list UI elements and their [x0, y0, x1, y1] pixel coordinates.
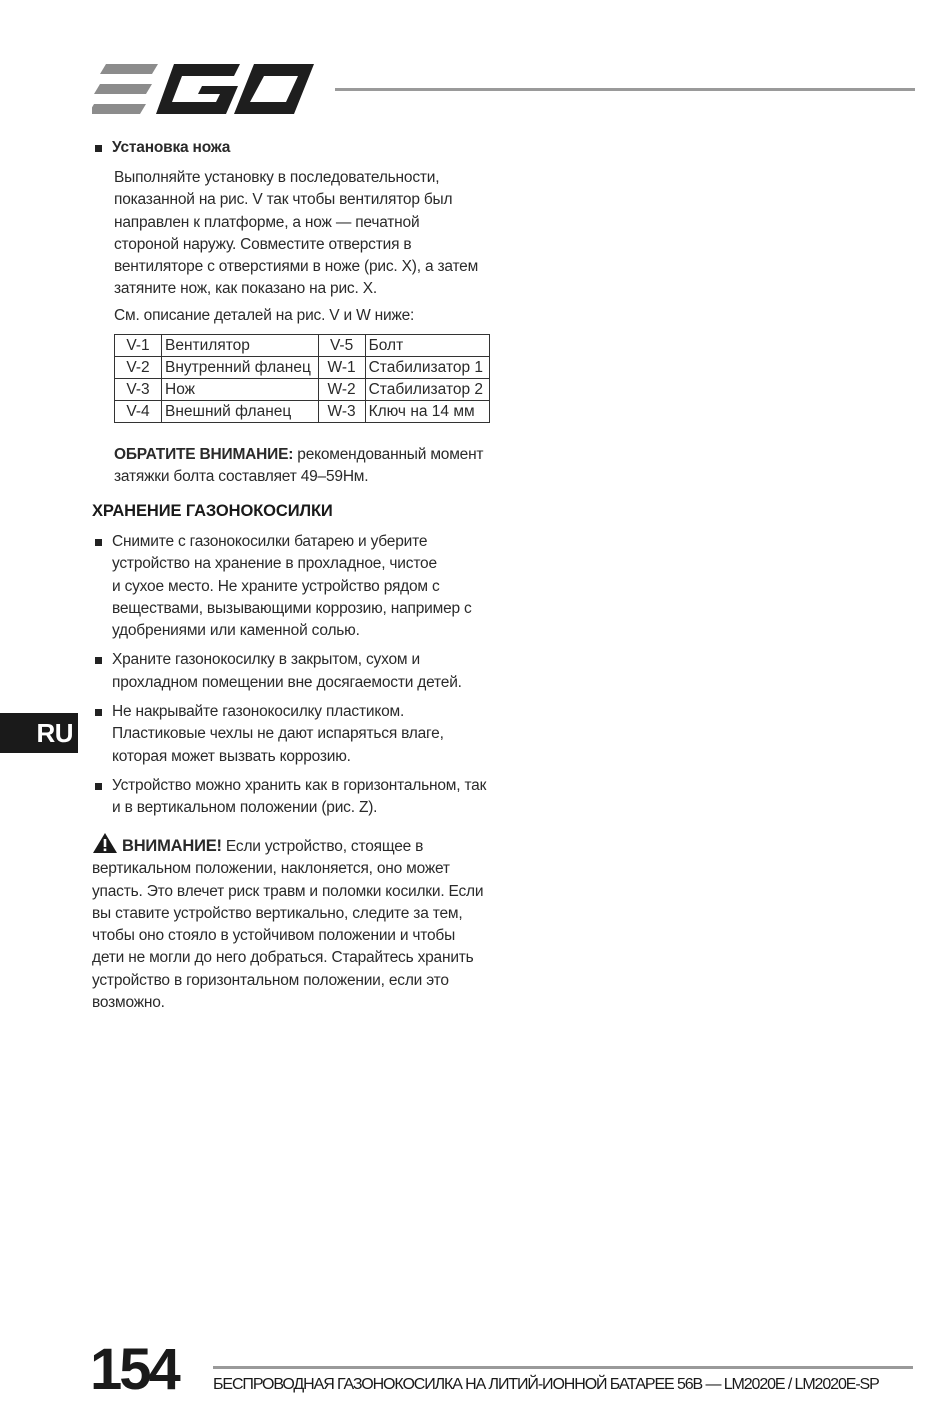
storage-heading: ХРАНЕНИЕ ГАЗОНОКОСИЛКИ	[92, 502, 333, 520]
part-name: Ключ на 14 мм	[365, 401, 489, 423]
subheading-text: Установка ножа	[112, 139, 231, 156]
part-name: Нож	[162, 379, 319, 401]
note-text: затяжки болта составляет 49–59Нм.	[114, 468, 369, 486]
warning-block	[92, 832, 497, 1014]
list-item-line: прохладном помещении вне досягаемости детей.	[112, 673, 462, 691]
list-item-line: Снимите с газонокосилки батарею и уберите	[112, 533, 428, 550]
bullet-square	[95, 145, 102, 152]
part-code: V-3	[115, 379, 162, 401]
table-row	[115, 357, 490, 379]
header-rule	[335, 88, 915, 91]
list-item	[92, 531, 497, 642]
bullet-square	[95, 783, 102, 790]
part-name: Болт	[365, 335, 489, 357]
part-code: W-1	[318, 357, 365, 379]
part-code: W-3	[318, 401, 365, 423]
warning-text: чтобы оно стояло в устойчивом положении и чтобы	[92, 927, 456, 945]
warning-text: устройство в горизонтальном положении, если это	[92, 971, 449, 989]
warning-triangle-icon	[92, 832, 118, 854]
warning-text: вертикальном положении, наклоняется, оно может	[92, 860, 450, 878]
warning-text: дети не могли до него добраться. Старайтесь хранить	[92, 949, 474, 967]
blade-install-paragraph	[114, 167, 519, 301]
list-item-line: и в вертикальном положении (рис. Z).	[112, 799, 378, 817]
warning-text: возможно.	[92, 994, 165, 1012]
bullet-square	[95, 539, 102, 546]
list-item-line: и сухое место. Не храните устройство рядом с	[112, 577, 440, 595]
part-name: Вентилятор	[162, 335, 319, 357]
table-row	[115, 401, 490, 423]
part-code: W-2	[318, 379, 365, 401]
list-item	[92, 775, 497, 820]
paragraph-line: показанной на рис. V так чтобы вентилятор был	[114, 191, 453, 209]
footer-rule	[213, 1366, 913, 1369]
language-tab	[0, 713, 78, 753]
part-code: V-4	[115, 401, 162, 423]
warning-text: Если устройство, стоящее в	[221, 838, 424, 855]
ego-logo	[92, 64, 314, 116]
list-item-line: Устройство можно хранить как в горизонтальном, так	[112, 776, 487, 794]
warning-text: вы ставите устройство вертикально, следите за тем,	[92, 904, 463, 922]
paragraph-line: затяните нож, как показано на рис. X.	[114, 280, 377, 298]
list-item	[92, 649, 497, 694]
list-item-line: веществами, вызывающими коррозию, например с	[112, 599, 472, 617]
blade-install-subheading	[92, 137, 497, 159]
paragraph-line: вентиляторе с отверстиями в ноже (рис. X), а затем	[114, 258, 479, 276]
part-code: V-1	[115, 335, 162, 357]
list-item-line: Не накрывайте газонокосилку пластиком.	[112, 703, 405, 721]
language-tab-label: RU	[36, 718, 73, 748]
storage-bullet-list	[92, 531, 497, 820]
bullet-square	[95, 657, 102, 664]
list-item-line: удобрениями или каменной солью.	[112, 622, 360, 640]
paragraph-line: направлен к платформе, а нож — печатной	[114, 213, 420, 231]
list-item-line: которая может вызвать коррозию.	[112, 747, 351, 765]
bullet-square	[95, 709, 102, 716]
part-code: V-2	[115, 357, 162, 379]
warning-text: упасть. Это влечет риск травм и поломки косилки. Если	[92, 882, 484, 900]
list-item-line: Храните газонокосилку в закрытом, сухом и	[112, 651, 420, 669]
part-name: Стабилизатор 2	[365, 379, 489, 401]
page-number: 154	[90, 1337, 178, 1402]
parts-table	[114, 334, 490, 423]
part-code: V-5	[318, 335, 365, 357]
list-item-line: Пластиковые чехлы не дают испаряться влаге,	[112, 725, 444, 743]
torque-note	[114, 444, 519, 489]
note-text: рекомендованный момент	[293, 446, 484, 463]
table-row	[115, 379, 490, 401]
footer-title: БЕСПРОВОДНАЯ ГАЗОНОКОСИЛКА НА ЛИТИЙ-ИОННОЙ БАТАРЕЕ 56В — LM2020E / LM2020E-SP	[213, 1376, 879, 1393]
part-name: Внешний фланец	[162, 401, 319, 423]
paragraph-line: стороной наружу. Совместите отверстия в	[114, 235, 412, 253]
part-name: Стабилизатор 1	[365, 357, 489, 379]
warning-label: ВНИМАНИЕ!	[122, 837, 222, 855]
list-item-line: устройство на хранение в прохладное, чистое	[112, 555, 437, 573]
list-item	[92, 701, 497, 768]
part-name: Внутренний фланец	[162, 357, 319, 379]
see-also-line: См. описание деталей на рис. V и W ниже:	[114, 307, 415, 324]
note-label: ОБРАТИТЕ ВНИМАНИЕ:	[114, 446, 294, 463]
table-row	[115, 335, 490, 357]
paragraph-line: Выполняйте установку в последовательности,	[114, 169, 440, 186]
